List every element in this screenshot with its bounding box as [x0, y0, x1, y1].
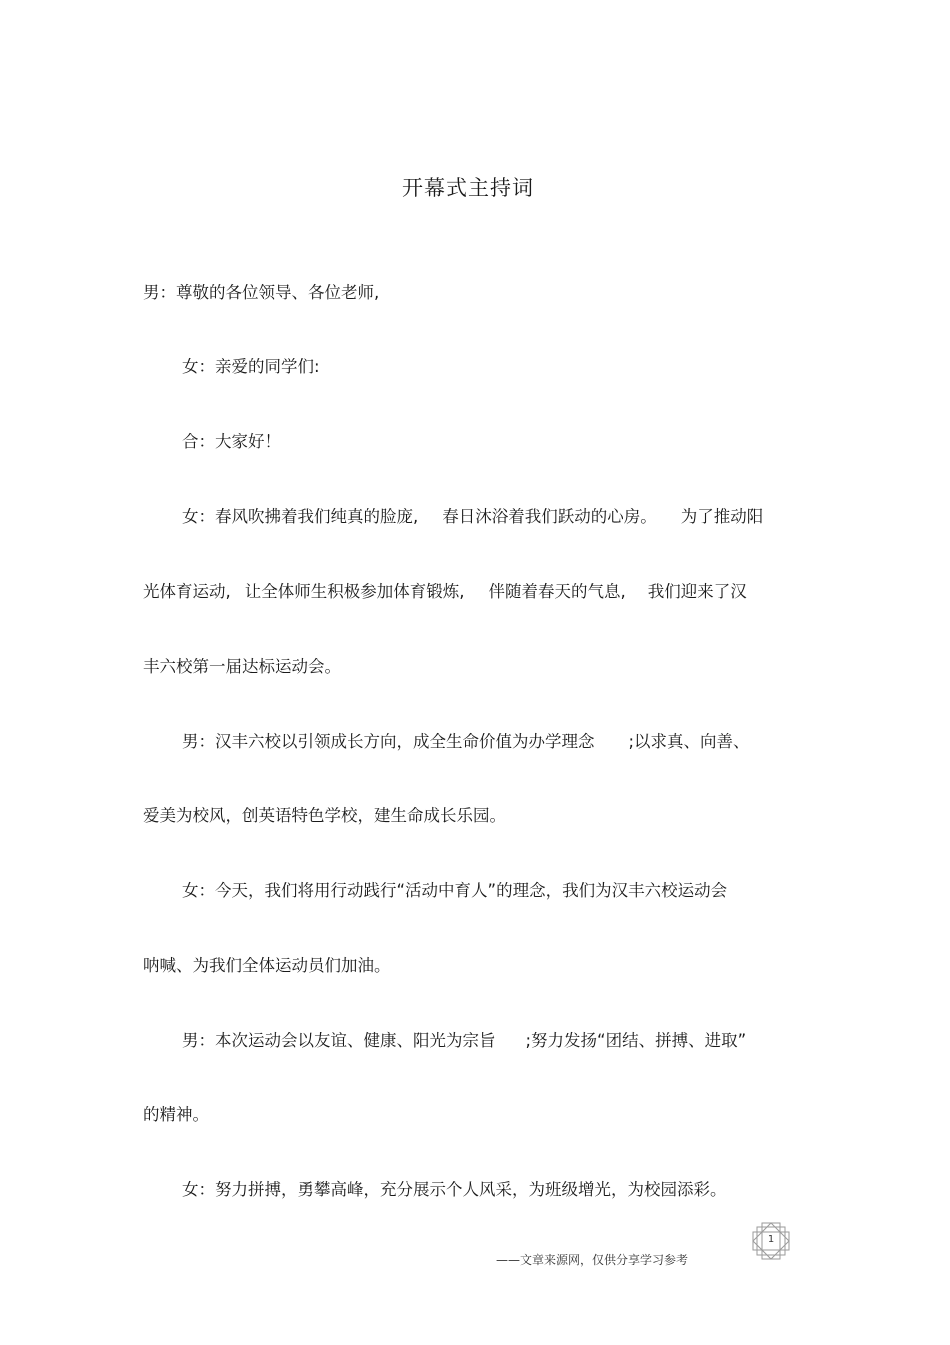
paragraph-line	[143, 279, 808, 303]
paragraph-line	[143, 653, 808, 677]
paragraph-line	[143, 877, 847, 901]
line-text-segment: ;努力发扬“团结、拼搏、进取”	[525, 1031, 747, 1050]
line-text-segment: 男：汉丰六校以引领成长方向，成全生命价值为办学理念	[182, 732, 595, 751]
paragraph-line	[143, 728, 847, 752]
line-text-segment: 女：春风吹拂着我们纯真的脸庞,	[182, 507, 419, 526]
line-text-segment: 让全体师生积极参加体育锻炼,	[244, 582, 465, 601]
paragraph-line	[143, 578, 808, 602]
paragraph-line	[143, 952, 808, 976]
line-text-segment: 我们迎来了汉	[647, 582, 747, 601]
paragraph-line	[143, 1027, 847, 1051]
line-text: 女：今天，我们将用行动践行“活动中育人”的理念，我们为汉丰六校运动会	[182, 881, 728, 900]
line-text-segment: 男：本次运动会以友谊、健康、阳光为宗旨	[182, 1031, 496, 1050]
page-number: 1	[767, 1234, 775, 1245]
line-text: 丰六校第一届达标运动会。	[143, 657, 341, 676]
paragraph-line	[143, 802, 808, 826]
paragraph-line	[143, 353, 847, 377]
line-text: 的精神。	[143, 1105, 209, 1124]
line-text: 合：大家好！	[182, 432, 281, 451]
line-text-segment: 春日沐浴着我们跃动的心房。	[442, 507, 657, 526]
line-text-segment: 伴随着春天的气息,	[488, 582, 626, 601]
line-text-segment: ;以求真、向善、	[628, 732, 750, 751]
footer-source-note: ——文章来源网，仅供分享学习参考	[496, 1253, 689, 1267]
line-text: 呐喊、为我们全体运动员们加油。	[143, 956, 391, 975]
paragraph-line	[143, 428, 847, 452]
line-text: 女：亲爱的同学们:	[182, 357, 320, 376]
paragraph-line	[143, 503, 847, 527]
line-text: 男：尊敬的各位领导、各位老师,	[143, 283, 380, 302]
paragraph-line	[143, 1101, 808, 1125]
line-text-segment: 为了推动阳	[680, 507, 764, 526]
line-text-segment: 光体育运动,	[143, 582, 231, 601]
line-text: 爱美为校风，创英语特色学校，建生命成长乐园。	[143, 806, 506, 825]
paragraph-line	[143, 1176, 847, 1200]
page-title: 开幕式主持词	[402, 176, 534, 200]
line-text: 女：努力拼搏，勇攀高峰，充分展示个人风采，为班级增光，为校园添彩。	[182, 1180, 727, 1199]
